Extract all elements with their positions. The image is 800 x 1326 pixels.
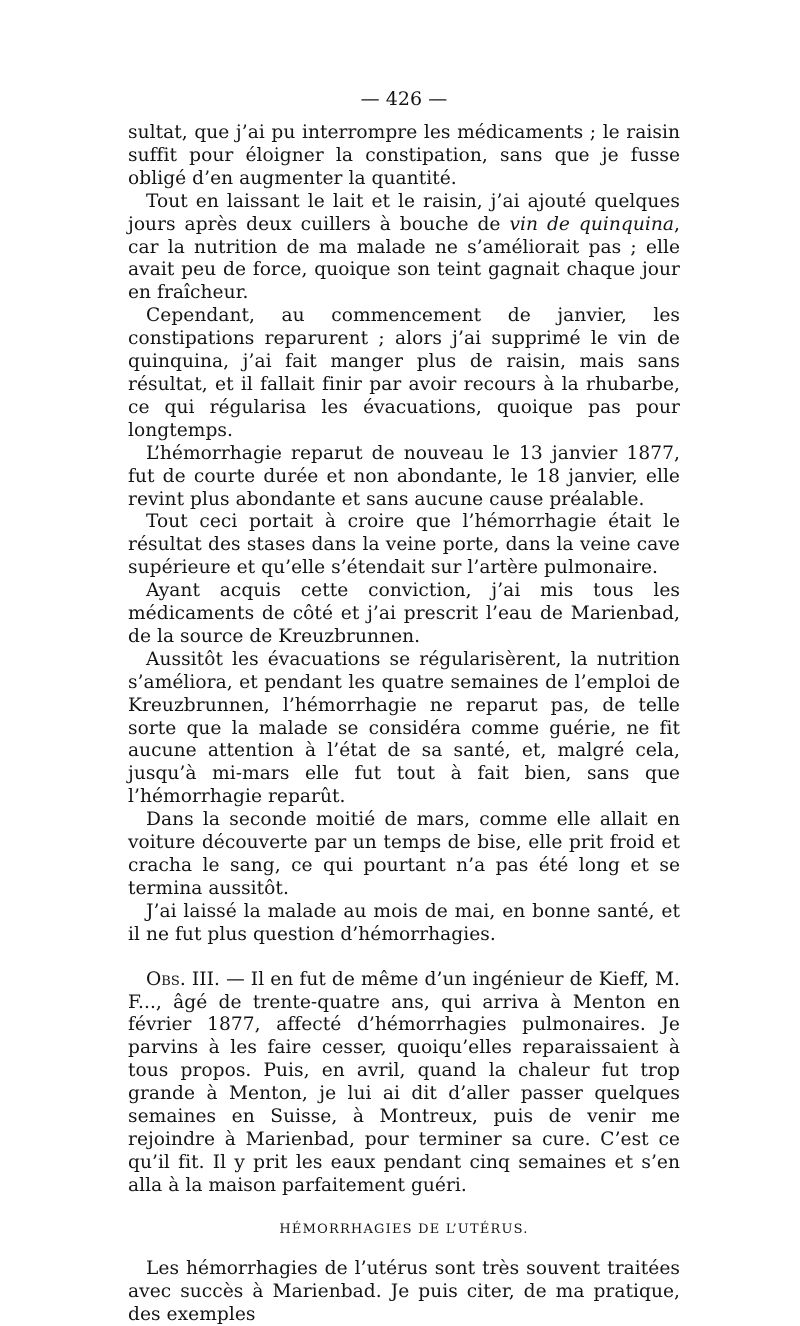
observation-paragraph bbox=[128, 969, 680, 1198]
paragraph-recovery: Aussitôt les évacuations se régularisèrent, la nutrition s’améliora, et pendant les quatre semaines de l’emploi de Kreuzbrunnen, l’hémorrhagie ne reparut pas, de telle sorte que la malade se considéra comme guérie, ne fit aucune attention à l’état de sa santé, et, malgré cela, jusqu’à mi-mars elle fut tout à fait bien, sans que l’hémorrhagie reparût. bbox=[128, 648, 680, 808]
section-heading: HÉMORRHAGIES DE L’UTÉRUS. bbox=[279, 1221, 529, 1237]
paragraph-may: J’ai laissé la malade au mois de mai, en bonne santé, et il ne fut plus question d’hémorrhagies. bbox=[128, 900, 680, 945]
paragraph-continuation: sultat, que j’ai pu interrompre les médicaments ; le raisin suffit pour éloigner la constipation, sans que je fusse obligé d’en augmenter la quantité. bbox=[128, 122, 680, 189]
paragraph-marienbad-water: Ayant acquis cette conviction, j’ai mis tous les médicaments de côté et j’ai prescrit l’eau de Marienbad, de la source de Kreuzbrunnen. bbox=[128, 580, 680, 647]
observation-text: — Il en fut de même d’un ingénieur de Kieff, M. F..., âgé de trente-quatre ans, qui arriva à Menton en février 1877, affecté d’hémorrhagies pulmonaires. Je parvins à les faire cesser, quoiqu’elles reparaissaient à tous propos. Puis, en avril, quand la chaleur fut trop grande à Menton, je lui ai dit d’aller passer quelques semaines en Suisse, à Montreux, puis de venir me rejoindre à Marienbad, pour terminer sa cure. C’est ce qu’il fit. Il y prit les eaux pendant cinq semaines et s’en alla à la maison parfaitement guéri. bbox=[128, 968, 681, 1196]
observation-label: Obs. III. bbox=[146, 968, 221, 990]
paragraph-march: Dans la seconde moitié de mars, comme elle allait en voiture découverte par un temps de bise, elle prit froid et cracha le sang, ce qui pourtant n’a pas été long et se termina aussitôt. bbox=[128, 809, 680, 899]
book-page bbox=[128, 88, 680, 1326]
page-number: — 426 — bbox=[360, 88, 448, 110]
paragraph-quinquina-after: , car la nutrition de ma malade ne s’améliorait pas ; elle avait peu de force, quoique son teint gagnait chaque jour en fraîcheur. bbox=[128, 213, 681, 304]
paragraph-quinquina-before: Tout en laissant le lait et le raisin, j’ai ajouté quelques jours après deux cuillers à bouche de bbox=[128, 190, 680, 235]
paragraph-quinquina-italic: vin de quinquina bbox=[509, 213, 675, 235]
paragraph-hemorrhage-january: L’hémorrhagie reparut de nouveau le 13 janvier 1877, fut de courte durée et non abondante, le 18 janvier, elle revint plus abondante et sans aucune cause préalable. bbox=[128, 442, 680, 510]
paragraph-stases: Tout ceci portait à croire que l’hémorrhagie était le résultat des stases dans la veine porte, dans la veine cave supérieure et qu’elle s’étendait sur l’artère pulmonaire. bbox=[128, 511, 680, 579]
paragraph-quinquina bbox=[128, 191, 680, 306]
paragraph-constipation: Cependant, au commencement de janvier, les constipations reparurent ; alors j’ai supprimé le vin de quinquina, j’ai fait manger plus de raisin, mais sans résultat, et il fallait finir par avoir recours à la rhubarbe, ce qui régularisa les évacuations, quoique pas pour longtemps. bbox=[128, 305, 680, 441]
paragraph-uterus: Les hémorrhagies de l’utérus sont très souvent traitées avec succès à Marienbad. Je puis citer, de ma pratique, des exemples bbox=[128, 1257, 680, 1325]
